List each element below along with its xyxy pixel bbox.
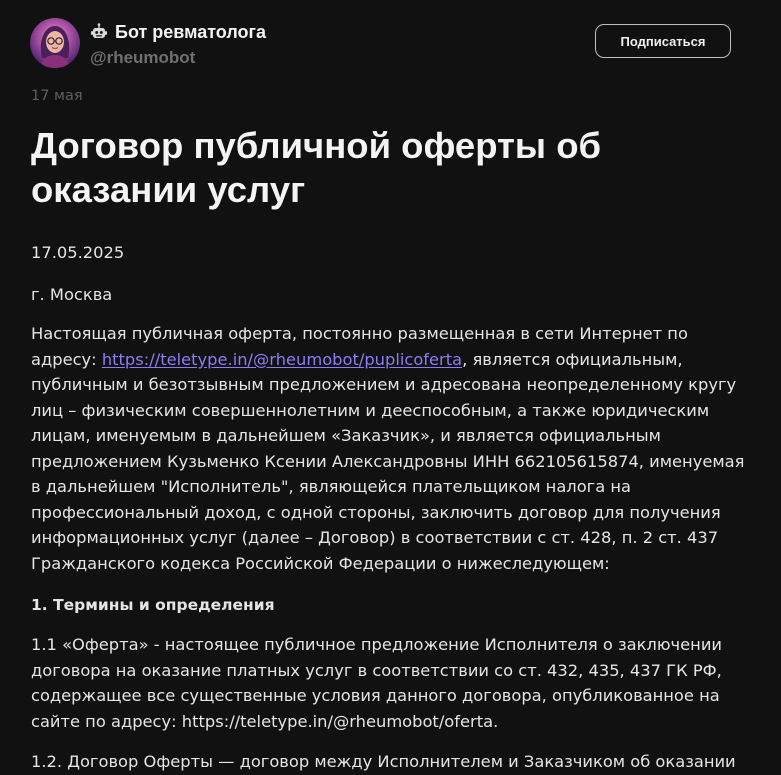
clause-1-2	[31, 749, 736, 775]
paragraph-line: Настоящая публичная оферта, постоянно размещенная в сети Интернет по	[31, 324, 688, 343]
paragraph-line: договора на оказание платных услуг в соответствии со ст. 432, 435, 437 ГК РФ,	[31, 660, 722, 680]
paragraph-line: публичным и безотзывным предложением и адресована неопределенному кругу	[31, 375, 737, 394]
paragraph-line: сайте по адресу: https://teletype.in/@rheumobot/oferta.	[31, 711, 499, 731]
avatar-illustration	[30, 18, 80, 68]
subscribe-button[interactable]: Подписаться	[595, 24, 731, 58]
robot-icon	[90, 23, 108, 41]
intro-paragraph	[31, 321, 744, 576]
paragraph-line: в дальнейшем "Исполнитель", являющейся плательщиком налога на	[31, 477, 631, 496]
page-title	[31, 124, 731, 212]
paragraph-line: 1.1 «Оферта» - настоящее публичное предложение Исполнителя о заключении	[31, 635, 722, 654]
avatar[interactable]	[30, 18, 80, 68]
paragraph-line: профессиональный доход, с одной стороны, заключить договор для получения	[31, 502, 721, 522]
paragraph-line: лицам, именуемым в дальнейшем «Заказчик», и является официальным	[31, 426, 661, 445]
paragraph-line: лиц – физическим совершеннолетним и дееспособным, а также юридическим	[31, 400, 710, 420]
offer-link[interactable]: https://teletype.in/@rheumobot/pupliсoferta	[101, 349, 463, 369]
paragraph-line: 1.2. Договор Оферты — договор между Исполнителем и Заказчиком об оказании	[31, 752, 736, 771]
link-suffix: , является официальным,	[462, 349, 683, 369]
author-info	[90, 21, 266, 68]
document-city: г. Москва	[31, 285, 113, 304]
author-handle[interactable]: @rheumobot	[90, 48, 196, 67]
paragraph-line: информационных услуг (далее – Договор) в соответствии с ст. 428, п. 2 ст. 437	[31, 528, 719, 547]
document-date: 17.05.2025	[31, 243, 125, 262]
clause-1-1	[31, 632, 722, 734]
paragraph-line: содержащее все существенные условия данного договора, опубликованное на	[31, 686, 720, 705]
paragraph-line: предложением Кузьменко Ксении Александровны ИНН 662105615874, именуемая	[31, 451, 745, 471]
author-name-row[interactable]	[90, 21, 266, 43]
post-date: 17 мая	[31, 88, 83, 104]
paragraph-line	[31, 347, 744, 373]
post-header	[30, 18, 731, 70]
paragraph-line: Гражданского кодекса Российской Федерации о нижеследующем:	[31, 553, 610, 573]
author-name[interactable]: Бот ревматолога	[115, 21, 267, 42]
title-line: Договор публичной оферты об	[31, 125, 602, 166]
title-line: оказании услуг	[31, 169, 306, 210]
link-prefix: адресу:	[31, 349, 102, 369]
section-heading: 1. Термины и определения	[31, 596, 275, 614]
